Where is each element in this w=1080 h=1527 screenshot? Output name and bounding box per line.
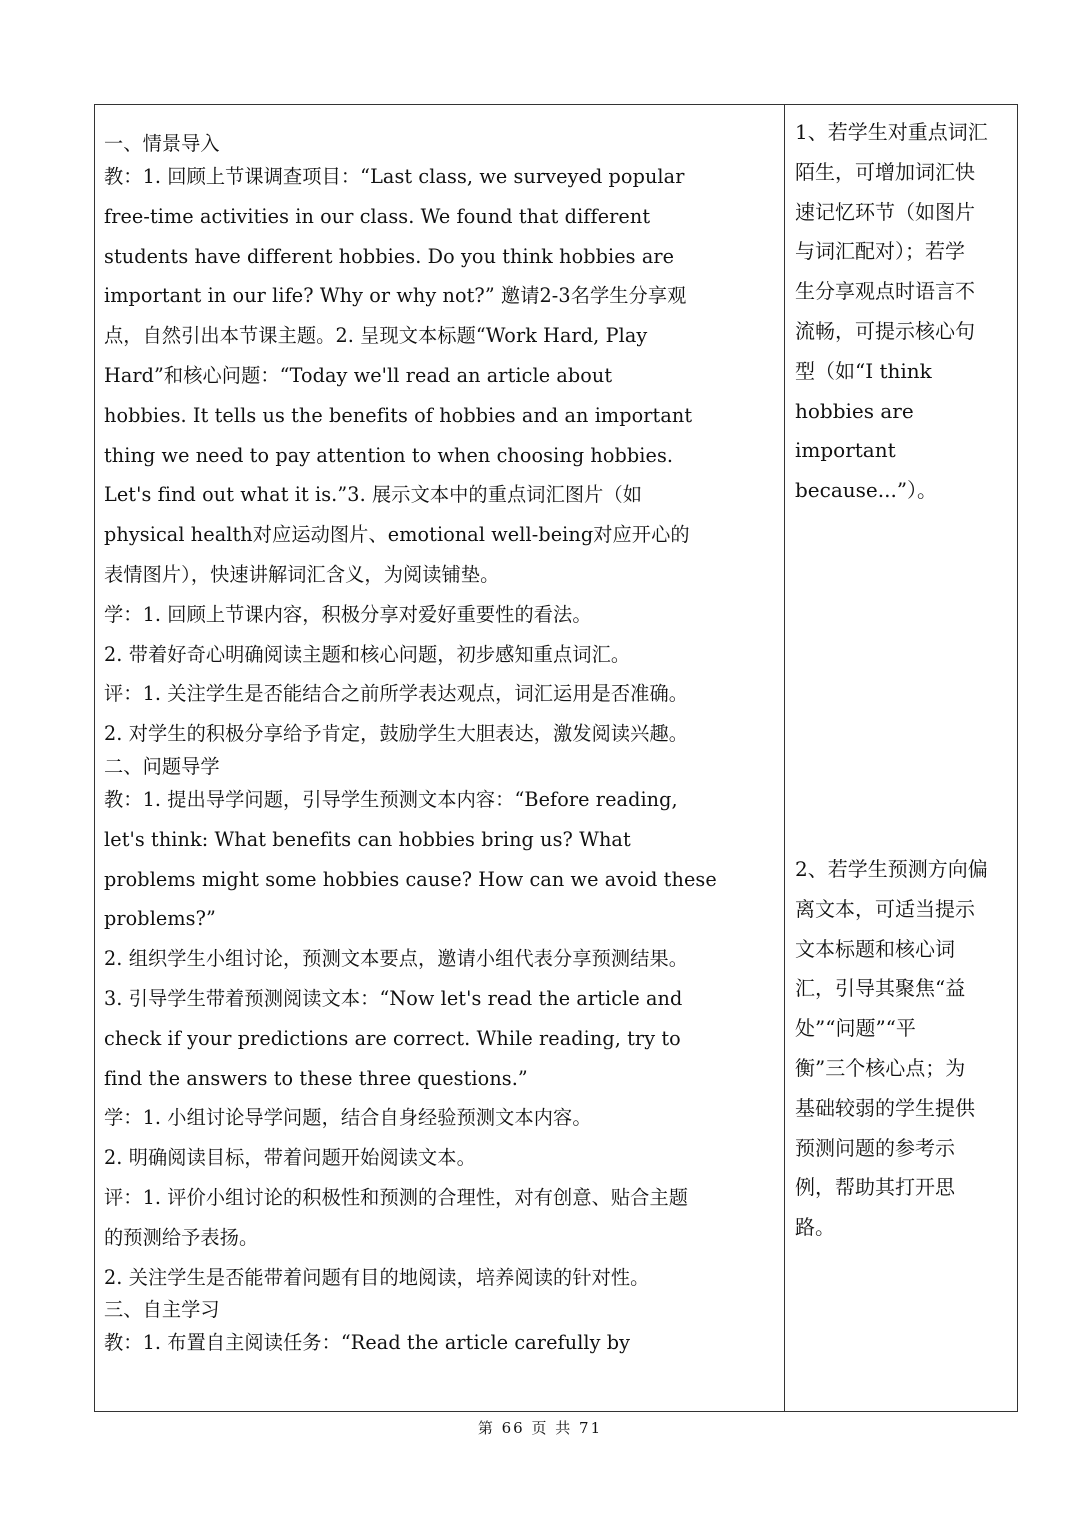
note-line: 2、若学生预测方向偏 <box>795 857 988 881</box>
note-line: 流畅，可提示核心句 <box>795 318 975 343</box>
text-line: 2. 带着好奇心明确阅读主题和核心问题，初步感知重点词汇。 <box>104 642 631 666</box>
note-line: 例，帮助其打开思 <box>795 1175 955 1200</box>
text-line: 评：1. 评价小组讨论的积极性和预测的合理性，对有创意、贴合主题 <box>104 1185 689 1209</box>
text-line: Hard”和核心问题：“Today we'll read an article about <box>104 363 613 387</box>
note-line: 与词汇配对）；若学 <box>795 239 965 264</box>
text-line: check if your predictions are correct. While reading, try to <box>104 1026 681 1050</box>
text-line: 教：1. 布置自主阅读任务：“Read the article carefully by <box>104 1331 631 1355</box>
text-line: 表情图片），快速讲解词汇含义，为阅读铺垫。 <box>104 562 500 586</box>
section-heading: 一、情景导入 <box>104 132 220 155</box>
note-line: 文本标题和核心词 <box>795 936 955 961</box>
note-line: hobbies are <box>795 398 914 423</box>
section-heading: 三、自主学习 <box>104 1298 220 1322</box>
text-line: 评：1. 关注学生是否能结合之前所学表达观点，词汇运用是否准确。 <box>104 682 689 706</box>
text-line: important in our life? Why or why not?” 邀请2-3名学生分享观 <box>104 284 687 308</box>
text-line: problems might some hobbies cause? How can we avoid these <box>104 867 717 891</box>
note-line: 生分享观点时语言不 <box>795 279 975 304</box>
note-line: 路。 <box>795 1215 835 1240</box>
page-footer: 第 66 页 共 71 <box>477 1419 603 1437</box>
column-divider <box>784 105 785 1411</box>
text-line: 学：1. 回顾上节课内容，积极分享对爱好重要性的看法。 <box>104 602 592 626</box>
note-line: 速记忆环节（如图片 <box>795 199 975 224</box>
teaching-process-column <box>104 131 774 1363</box>
text-line: 2. 明确阅读目标，带着问题开始阅读文本。 <box>104 1146 476 1170</box>
text-line: find the answers to these three questions.” <box>104 1066 528 1090</box>
note-line: 基础较弱的学生提供 <box>795 1095 975 1120</box>
lesson-plan-table <box>94 104 1018 1412</box>
note-line: 处”“问题”“平 <box>795 1016 916 1041</box>
note-line: 陌生，可增加词汇快 <box>795 159 975 184</box>
text-line: thing we need to pay attention to when choosing hobbies. <box>104 443 674 467</box>
text-line: 教：1. 提出导学问题，引导学生预测文本内容：“Before reading, <box>104 787 678 811</box>
text-line: 教：1. 回顾上节课调查项目：“Last class, we surveyed popular <box>104 165 685 188</box>
note-line: important <box>795 438 896 463</box>
text-line: hobbies. It tells us the benefits of hobbies and an important <box>104 403 693 427</box>
text-line: let's think: What benefits can hobbies bring us? What <box>104 827 631 851</box>
text-line: 2. 关注学生是否能带着问题有目的地阅读，培养阅读的针对性。 <box>104 1265 650 1289</box>
text-line: 点，自然引出本节课主题。2. 呈现文本标题“Work Hard, Play <box>104 324 648 348</box>
note-line: 衡”三个核心点；为 <box>795 1055 966 1080</box>
side-note-1 <box>795 113 1007 511</box>
note-line: 1、若学生对重点词汇 <box>795 120 988 144</box>
text-line: 3. 引导学生带着预测阅读文本：“Now let's read the article and <box>104 986 683 1010</box>
note-line: 离文本，可适当提示 <box>795 896 975 921</box>
section-heading: 二、问题导学 <box>104 754 220 778</box>
text-line: 学：1. 小组讨论导学问题，结合自身经验预测文本内容。 <box>104 1106 592 1130</box>
text-line: students have different hobbies. Do you think hobbies are <box>104 244 675 268</box>
text-line: 2. 组织学生小组讨论，预测文本要点，邀请小组代表分享预测结果。 <box>104 947 689 971</box>
note-line: because...”）。 <box>795 478 938 503</box>
note-line: 汇，引导其聚焦“益 <box>795 976 966 1001</box>
text-line: problems?” <box>104 907 216 931</box>
side-note-2 <box>795 850 1007 1248</box>
text-line: 的预测给予表扬。 <box>104 1225 259 1249</box>
text-line: physical health对应运动图片、emotional well-being对应开心的 <box>104 523 690 547</box>
note-line: 型（如“I think <box>795 358 932 383</box>
note-line: 预测问题的参考示 <box>795 1135 955 1160</box>
text-line: Let's find out what it is.”3. 展示文本中的重点词汇图片（如 <box>104 483 643 507</box>
text-line: free-time activities in our class. We found that different <box>104 204 651 228</box>
text-line: 2. 对学生的积极分享给予肯定，鼓励学生大胆表达，激发阅读兴趣。 <box>104 722 689 746</box>
